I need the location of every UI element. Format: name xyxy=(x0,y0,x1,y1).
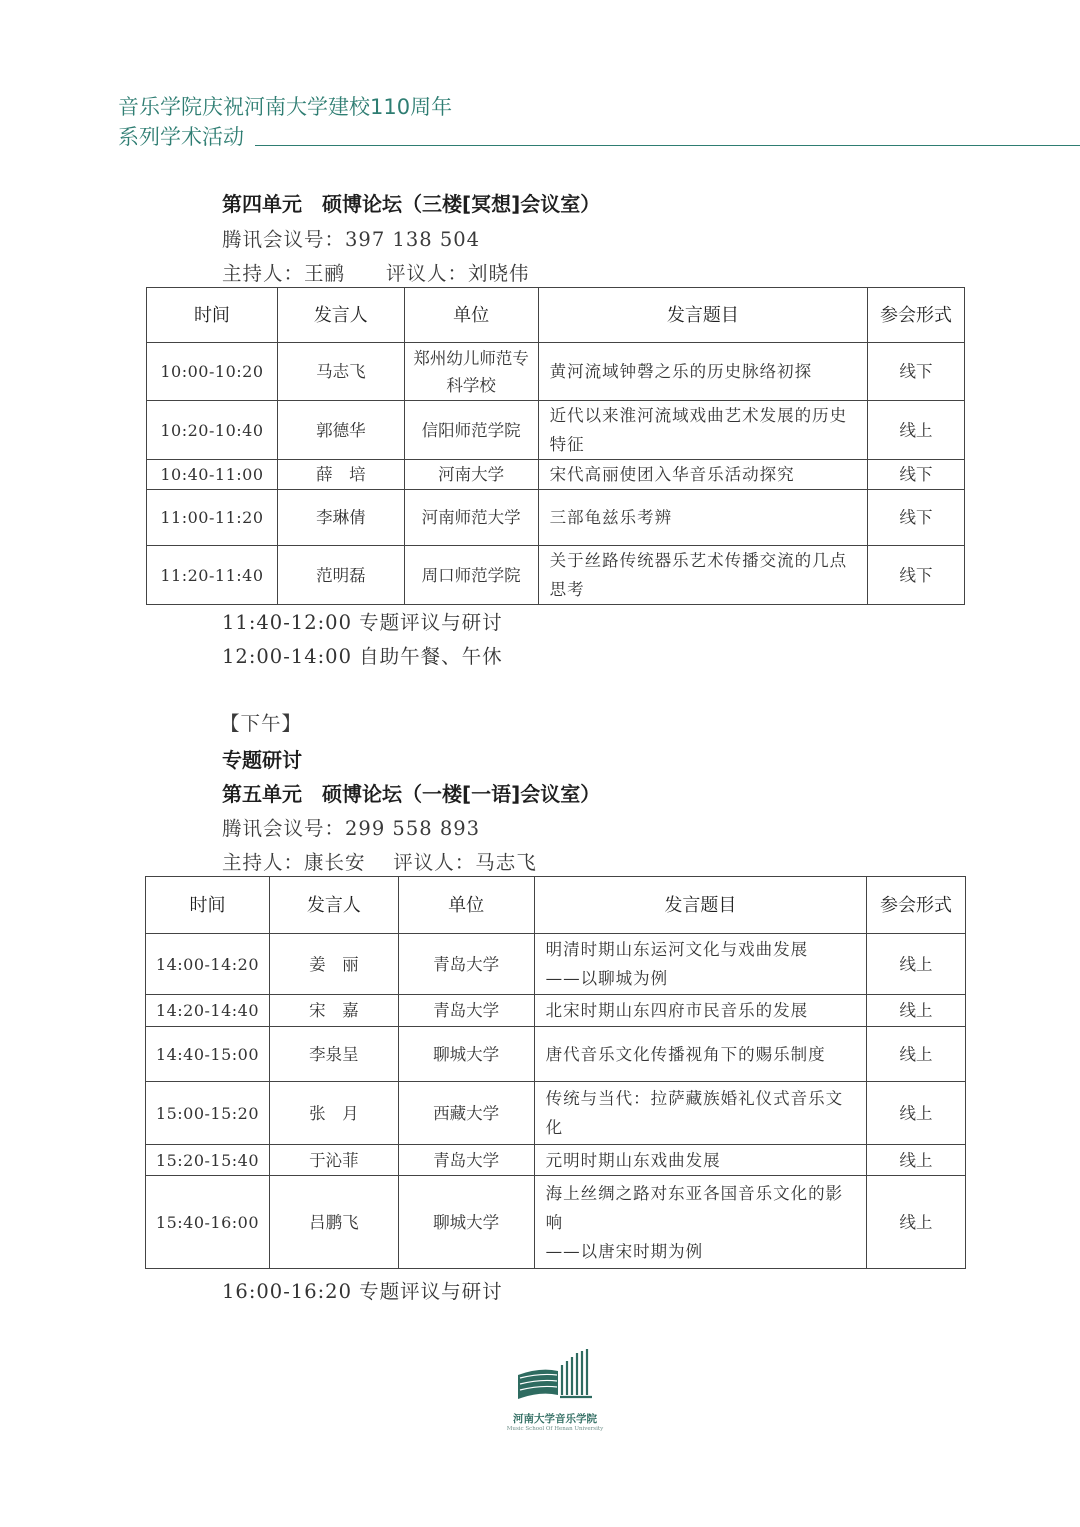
table-row xyxy=(146,1176,966,1269)
unit-cell: 河南大学 xyxy=(404,460,538,490)
col-speaker: 发言人 xyxy=(277,288,404,343)
topic-cell: 三部龟兹乐考辨 xyxy=(538,490,868,546)
speaker-cell: 李琳倩 xyxy=(277,490,404,546)
time-cell: 10:00-10:20 xyxy=(147,343,278,401)
afternoon-subtitle: 专题研讨 xyxy=(222,748,302,772)
time-cell: 15:40-16:00 xyxy=(146,1176,270,1269)
unit-cell: 河南师范大学 xyxy=(404,490,538,546)
speaker-cell: 宋 嘉 xyxy=(269,995,398,1027)
topic-subline: ——以唐宋时期为例 xyxy=(545,1241,704,1261)
unit-cell: 信阳师范学院 xyxy=(404,401,538,460)
topic-line: 明清时期山东运河文化与戏曲发展 xyxy=(545,940,809,959)
mode-cell: 线下 xyxy=(868,460,965,490)
topic-cell xyxy=(534,1176,867,1269)
topic-cell: 近代以来淮河流域戏曲艺术发展的历史特征 xyxy=(538,401,868,460)
topic-cell: 传统与当代：拉萨藏族婚礼仪式音乐文化 xyxy=(534,1082,867,1145)
table-header-row xyxy=(147,288,965,343)
col-mode: 参会形式 xyxy=(867,877,966,934)
speaker-cell: 李泉呈 xyxy=(269,1027,398,1082)
logo-text-cn: 河南大学音乐学院 xyxy=(513,1413,597,1425)
unit-cell: 郑州幼儿师范专科学校 xyxy=(404,343,538,401)
table-row xyxy=(146,1145,966,1176)
table-row xyxy=(147,490,965,546)
header-line1: 音乐学院庆祝河南大学建校110周年 xyxy=(118,95,453,119)
unit5-schedule-table xyxy=(145,876,966,1269)
topic-cell xyxy=(534,934,867,995)
unit5-title: 第五单元 硕博论坛（一楼[一语]会议室） xyxy=(222,782,601,806)
mode-cell: 线上 xyxy=(867,995,966,1027)
page-header xyxy=(118,92,452,152)
unit4-note-2: 12:00-14:00 自助午餐、午休 xyxy=(222,645,503,668)
speaker-cell: 姜 丽 xyxy=(269,934,398,995)
col-topic: 发言题目 xyxy=(534,877,867,934)
topic-cell: 北宋时期山东四府市民音乐的发展 xyxy=(534,995,867,1027)
table-row xyxy=(147,460,965,490)
table-row xyxy=(146,995,966,1027)
footer-logo xyxy=(500,1345,610,1432)
time-cell: 14:40-15:00 xyxy=(146,1027,270,1082)
unit-cell: 聊城大学 xyxy=(398,1027,534,1082)
col-mode: 参会形式 xyxy=(868,288,965,343)
time-cell: 10:40-11:00 xyxy=(147,460,278,490)
unit5-note-1: 16:00-16:20 专题评议与研讨 xyxy=(222,1280,503,1303)
time-cell: 14:20-14:40 xyxy=(146,995,270,1027)
topic-cell: 元明时期山东戏曲发展 xyxy=(534,1145,867,1176)
mode-cell: 线上 xyxy=(867,1027,966,1082)
topic-cell: 宋代高丽使团入华音乐活动探究 xyxy=(538,460,868,490)
table-row xyxy=(147,401,965,460)
time-cell: 11:20-11:40 xyxy=(147,546,278,605)
header-rule xyxy=(255,145,1080,146)
mode-cell: 线下 xyxy=(868,546,965,605)
unit4-title: 第四单元 硕博论坛（三楼[冥想]会议室） xyxy=(222,192,601,216)
unit-cell: 青岛大学 xyxy=(398,1145,534,1176)
mode-cell: 线上 xyxy=(867,934,966,995)
unit4-host: 主持人：王鹂 评议人：刘晓伟 xyxy=(222,262,530,285)
time-cell: 10:20-10:40 xyxy=(147,401,278,460)
topic-line: 海上丝绸之路对东亚各国音乐文化的影响 xyxy=(545,1183,844,1232)
speaker-cell: 吕鹏飞 xyxy=(269,1176,398,1269)
col-speaker: 发言人 xyxy=(269,877,398,934)
afternoon-label: 【下午】 xyxy=(220,712,303,735)
unit4-note-1: 11:40-12:00 专题评议与研讨 xyxy=(222,611,503,634)
table-row xyxy=(146,1082,966,1145)
speaker-cell: 薛 培 xyxy=(277,460,404,490)
table-row xyxy=(146,1027,966,1082)
mode-cell: 线上 xyxy=(868,401,965,460)
unit-cell: 青岛大学 xyxy=(398,995,534,1027)
time-cell: 11:00-11:20 xyxy=(147,490,278,546)
time-cell: 15:00-15:20 xyxy=(146,1082,270,1145)
col-time: 时间 xyxy=(146,877,270,934)
time-cell: 15:20-15:40 xyxy=(146,1145,270,1176)
logo-text-en: Music School Of Henan University xyxy=(506,1426,604,1432)
unit4-meeting-id: 腾讯会议号：397 138 504 xyxy=(222,228,481,251)
unit-cell: 青岛大学 xyxy=(398,934,534,995)
col-topic: 发言题目 xyxy=(538,288,868,343)
speaker-cell: 郭德华 xyxy=(277,401,404,460)
header-line2: 系列学术活动 xyxy=(118,125,244,149)
unit5-meeting-id: 腾讯会议号：299 558 893 xyxy=(222,817,481,840)
music-school-logo-icon xyxy=(510,1345,600,1405)
time-cell: 14:00-14:20 xyxy=(146,934,270,995)
col-time: 时间 xyxy=(147,288,278,343)
mode-cell: 线上 xyxy=(867,1176,966,1269)
col-unit: 单位 xyxy=(404,288,538,343)
table-row xyxy=(146,934,966,995)
col-unit: 单位 xyxy=(398,877,534,934)
topic-cell: 黄河流域钟磬之乐的历史脉络初探 xyxy=(538,343,868,401)
speaker-cell: 范明磊 xyxy=(277,546,404,605)
speaker-cell: 马志飞 xyxy=(277,343,404,401)
unit4-schedule-table xyxy=(146,287,965,605)
mode-cell: 线下 xyxy=(868,343,965,401)
unit-cell: 周口师范学院 xyxy=(404,546,538,605)
table-row xyxy=(147,343,965,401)
table-header-row xyxy=(146,877,966,934)
mode-cell: 线上 xyxy=(867,1145,966,1176)
unit-cell: 西藏大学 xyxy=(398,1082,534,1145)
speaker-cell: 张 月 xyxy=(269,1082,398,1145)
mode-cell: 线上 xyxy=(867,1082,966,1145)
speaker-cell: 于沁菲 xyxy=(269,1145,398,1176)
topic-cell: 关于丝路传统器乐艺术传播交流的几点思考 xyxy=(538,546,868,605)
unit5-host: 主持人：康长安 评议人：马志飞 xyxy=(222,851,537,874)
unit-cell: 聊城大学 xyxy=(398,1176,534,1269)
table-row xyxy=(147,546,965,605)
topic-cell: 唐代音乐文化传播视角下的赐乐制度 xyxy=(534,1027,867,1082)
topic-subline: ——以聊城为例 xyxy=(545,969,669,988)
mode-cell: 线下 xyxy=(868,490,965,546)
